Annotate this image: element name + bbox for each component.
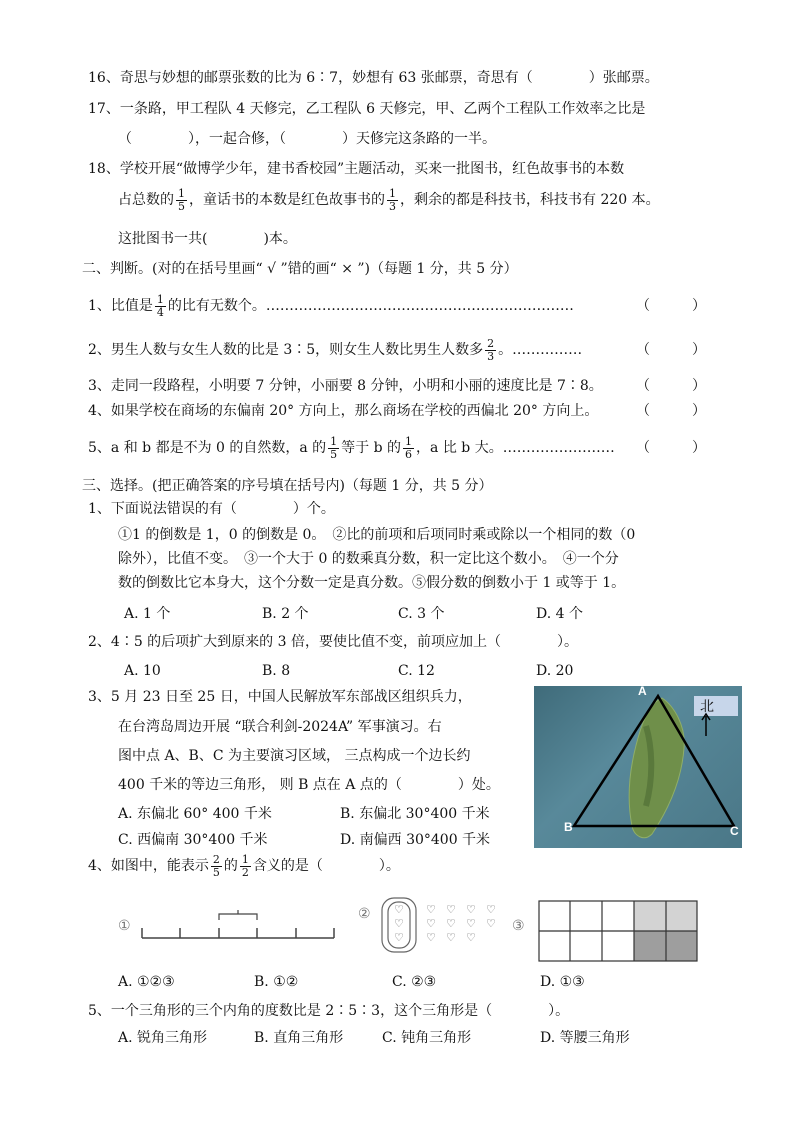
svg-text:♡: ♡ [426,917,436,930]
question-18-line-1: 18、学校开展“做博学少年，建书香校园”主题活动，买来一批图书，红色故事书的本数 [88,161,625,177]
fraction-one-fourth: $\frac{1}{4}$ [156,292,164,319]
point-b-label: B [564,820,573,834]
answer-paren[interactable]: （ ） [636,378,706,394]
section-3-heading: 三、选择。(把正确答案的序号填在括号内)（每题 1 分，共 5 分） [82,478,493,494]
answer-paren[interactable]: （ ） [636,403,706,419]
choice-1-statement-1: ①1 的倒数是 1，0 的倒数是 0。 ②比的前项和后项同时乘或除以一个相同的数（0 [118,527,636,543]
choice-2-option-b[interactable]: B. 8 [262,663,291,679]
choice-3-line-3: 图中点 A、B、C 为主要演习区域， 三点构成一个边长约 [118,748,471,764]
svg-text:♡: ♡ [426,931,436,944]
judge-4: 4、如果学校在商场的东偏南 20° 方向上，那么商场在学校的西偏北 20° 方向上。 （ ） [88,403,706,419]
answer-paren[interactable]: （ ） [636,440,706,456]
svg-text:♡: ♡ [394,931,404,944]
svg-text:♡: ♡ [394,917,404,930]
judge-5: 5、a 和 b 都是不为 0 的自然数，a 的 $\frac{1}{5}$ 等于 b 的 $\frac{1}{6}$ ，a 比 b 大。…………………… （ ） [88,434,706,461]
choice-3-line-4: 400 千米的等边三角形， 则 B 点在 A 点的（ ）处。 [118,777,500,793]
figure-3-grid [538,900,698,962]
choice-5-option-d[interactable]: D. 等腰三角形 [540,1030,630,1046]
question-16: 16、奇思与妙想的邮票张数的比为 6∶7，妙想有 63 张邮票，奇思有（ ）张邮票。 [88,70,659,86]
figure-2-hearts [374,896,510,956]
choice-1-statement-2: 除外），比值不变。 ③一个大于 0 的数乘真分数，积一定比这个数小。 ④一个分 [118,551,619,567]
question-18-line-3: 这批图书一共( )本。 [118,231,297,247]
svg-text:♡: ♡ [446,903,456,916]
choice-5-option-c[interactable]: C. 钝角三角形 [382,1030,472,1046]
figure-1-label: ① [118,918,131,934]
svg-text:♡: ♡ [446,931,456,944]
answer-paren[interactable]: （ ） [636,298,706,314]
choice-3-option-a[interactable]: A. 东偏北 60° 400 千米 [118,806,272,822]
choice-1-option-b[interactable]: B. 2 个 [262,606,309,622]
figure-3-label: ③ [512,918,525,934]
fraction-one-half: $\frac{1}{2}$ [241,852,249,879]
question-17-line-1: 17、一条路，甲工程队 4 天修完，乙工程队 6 天修完，甲、乙两个工程队工作效率之比是 [88,101,646,117]
choice-2: 2、4∶5 的后项扩大到原来的 3 倍，要使比值不变，前项应加上（ ）。 [88,634,578,650]
question-17-line-2: （ ），一起合修，（ ）天修完这条路的一半。 [118,131,496,147]
choice-2-option-a[interactable]: A. 10 [124,663,161,679]
svg-text:♡: ♡ [446,917,456,930]
answer-paren[interactable]: （ ） [636,342,706,358]
choice-1-option-d[interactable]: D. 4 个 [536,606,583,622]
svg-text:♡: ♡ [466,931,476,944]
figure-2-label: ② [358,906,371,922]
choice-5-option-b[interactable]: B. 直角三角形 [254,1030,344,1046]
judge-2: 2、男生人数与女生人数的比是 3∶5，则女生人数比男生人数多 $\frac{2}{3}$ 。…………… （ ） [88,336,706,363]
island-shape [629,698,684,838]
choice-3-option-d[interactable]: D. 南偏西 30°400 千米 [340,832,491,848]
choice-1: 1、下面说法错误的有（ ）个。 [88,501,335,517]
fraction-one-fifth: $\frac{1}{5}$ [178,186,185,213]
choice-1-option-a[interactable]: A. 1 个 [124,606,171,622]
fraction-two-thirds: $\frac{2}{3}$ [487,336,495,363]
point-c-label: C [730,824,739,838]
fraction-two-fifths: $\frac{2}{5}$ [212,852,220,879]
choice-3-option-c[interactable]: C. 西偏南 30°400 千米 [118,832,268,848]
svg-text:♡: ♡ [426,903,436,916]
north-label: 北 [700,699,714,715]
choice-4-option-d[interactable]: D. ①③ [540,974,585,990]
section-2-heading: 二、判断。(对的在括号里画“ √ ”错的画“ × ”)（每题 1 分，共 5 分） [82,261,518,277]
choice-1-option-c[interactable]: C. 3 个 [398,606,445,622]
figure-1-segment-line [138,908,338,948]
fraction-one-fifth: $\frac{1}{5}$ [330,434,338,461]
choice-2-option-c[interactable]: C. 12 [398,663,435,679]
choice-4: 4、如图中，能表示 $\frac{2}{5}$ 的 $\frac{1}{2}$ 含义的是（ ）。 [88,852,400,879]
judge-3: 3、走同一段路程，小明要 7 分钟，小丽要 8 分钟，小明和小丽的速度比是 7∶8。 （ ） [88,378,706,394]
choice-5-option-a[interactable]: A. 锐角三角形 [118,1030,208,1046]
judge-1: 1、比值是 $\frac{1}{4}$ 的比有无数个。………………………………………………………… （ ） [88,292,706,319]
svg-text:♡: ♡ [466,917,476,930]
question-18-line-2: 占总数的 $\frac{1}{5}$ ，童话书的本数是红色故事书的 $\frac{1}{3}$ ，剩余的都是科技书，科技书有 220 本。 [118,186,660,213]
choice-4-option-c[interactable]: C. ②③ [392,974,437,990]
choice-4-option-b[interactable]: B. ①② [254,974,299,990]
point-a-label: A [638,686,647,698]
choice-1-statement-3: 数的倒数比它本身大，这个分数一定是真分数。⑤假分数的倒数小于 1 或等于 1。 [118,575,626,591]
choice-3-option-b[interactable]: B. 东偏北 30°400 千米 [340,806,490,822]
choice-5: 5、一个三角形的三个内角的度数比是 2∶5∶3，这个三角形是（ ）。 [88,1003,570,1019]
taiwan-map-figure [534,686,742,848]
choice-3-line-2: 在台湾岛周边开展 “联合利剑-2024A” 军事演习。右 [118,719,442,735]
svg-text:♡: ♡ [394,903,404,916]
choice-2-option-d[interactable]: D. 20 [536,663,574,679]
svg-text:♡: ♡ [486,903,496,916]
svg-text:♡: ♡ [486,917,496,930]
svg-text:♡: ♡ [466,903,476,916]
choice-3-line-1: 3、5 月 23 日至 25 日，中国人民解放军东部战区组织兵力， [88,689,472,705]
fraction-one-third: $\frac{1}{3}$ [389,186,396,213]
choice-4-option-a[interactable]: A. ①②③ [118,974,175,990]
fraction-one-sixth: $\frac{1}{6}$ [405,434,413,461]
